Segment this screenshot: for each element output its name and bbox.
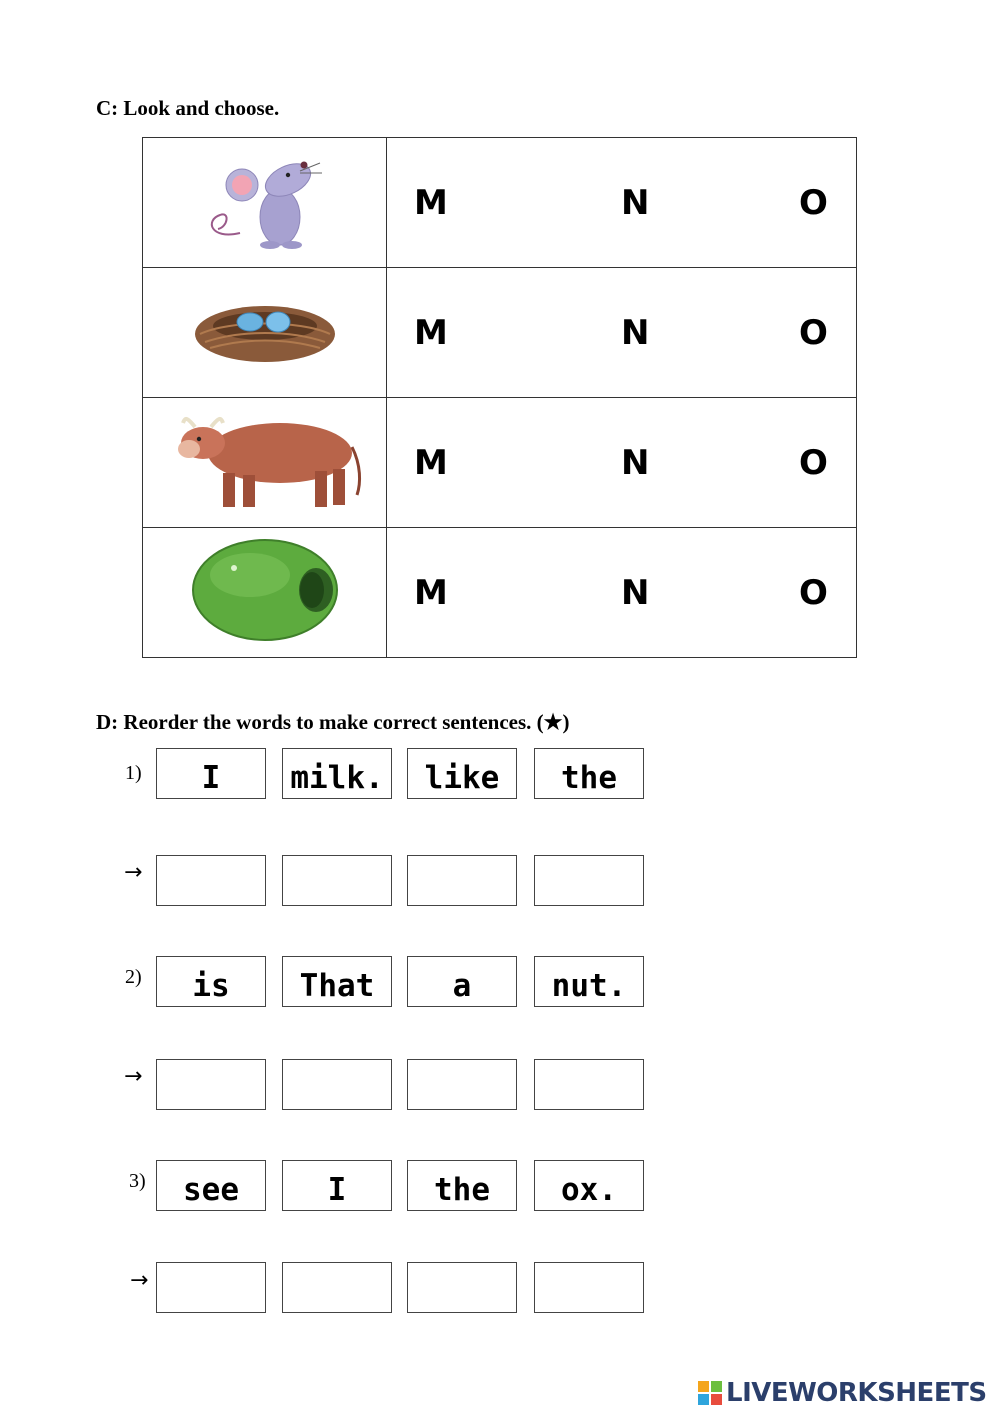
word-card[interactable]: the bbox=[407, 1160, 517, 1211]
item-number: 3) bbox=[129, 1170, 146, 1192]
choose-table bbox=[142, 137, 857, 658]
word-card[interactable]: see bbox=[156, 1160, 266, 1211]
item-number: 2) bbox=[125, 966, 142, 988]
choices-cell bbox=[387, 398, 857, 528]
choices-cell bbox=[387, 138, 857, 268]
choice-o[interactable]: O bbox=[799, 312, 828, 353]
choice-n[interactable]: N bbox=[621, 572, 650, 613]
brand-logo bbox=[698, 1378, 987, 1408]
answer-box[interactable] bbox=[407, 855, 517, 906]
answer-box[interactable] bbox=[407, 1059, 517, 1110]
arrow-icon: → bbox=[124, 1064, 143, 1089]
word-card[interactable]: the bbox=[534, 748, 644, 799]
choice-n[interactable]: N bbox=[621, 442, 650, 483]
table-row bbox=[143, 268, 857, 398]
word-card[interactable]: ox. bbox=[534, 1160, 644, 1211]
ox-icon bbox=[165, 405, 365, 515]
word-card[interactable]: I bbox=[282, 1160, 392, 1211]
word-card[interactable]: nut. bbox=[534, 956, 644, 1007]
word-card[interactable]: I bbox=[156, 748, 266, 799]
answer-box[interactable] bbox=[282, 1262, 392, 1313]
answer-box[interactable] bbox=[534, 855, 644, 906]
table-row bbox=[143, 528, 857, 658]
choice-m[interactable]: M bbox=[414, 572, 448, 613]
choice-n[interactable]: N bbox=[621, 312, 650, 353]
answer-box[interactable] bbox=[282, 1059, 392, 1110]
liveworksheets-logo-icon bbox=[698, 1381, 722, 1405]
choice-m[interactable]: M bbox=[414, 312, 448, 353]
choice-o[interactable]: O bbox=[799, 572, 828, 613]
arrow-icon: → bbox=[124, 860, 143, 885]
choice-m[interactable]: M bbox=[414, 442, 448, 483]
choice-o[interactable]: O bbox=[799, 442, 828, 483]
word-card[interactable]: is bbox=[156, 956, 266, 1007]
choice-m[interactable]: M bbox=[414, 182, 448, 223]
choices-cell bbox=[387, 528, 857, 658]
brand-name: LIVEWORKSHEETS bbox=[726, 1378, 987, 1408]
answer-box[interactable] bbox=[282, 855, 392, 906]
answer-box[interactable] bbox=[156, 855, 266, 906]
word-card[interactable]: a bbox=[407, 956, 517, 1007]
answer-box[interactable] bbox=[407, 1262, 517, 1313]
choice-n[interactable]: N bbox=[621, 182, 650, 223]
answer-box[interactable] bbox=[156, 1059, 266, 1110]
word-card[interactable]: like bbox=[407, 748, 517, 799]
section-d-title: D: Reorder the words to make correct sentences. (★) bbox=[96, 710, 570, 734]
picture-cell bbox=[143, 138, 387, 268]
answer-box[interactable] bbox=[534, 1059, 644, 1110]
answer-box[interactable] bbox=[534, 1262, 644, 1313]
nest-icon bbox=[190, 290, 340, 370]
mouse-icon bbox=[200, 145, 330, 255]
word-card[interactable]: milk. bbox=[282, 748, 392, 799]
choice-o[interactable]: O bbox=[799, 182, 828, 223]
picture-cell bbox=[143, 398, 387, 528]
picture-cell bbox=[143, 528, 387, 658]
section-c-title: C: Look and choose. bbox=[96, 96, 280, 120]
choices-cell bbox=[387, 268, 857, 398]
answer-box[interactable] bbox=[156, 1262, 266, 1313]
word-card[interactable]: That bbox=[282, 956, 392, 1007]
olive-icon bbox=[190, 535, 340, 645]
item-number: 1) bbox=[125, 762, 142, 784]
table-row bbox=[143, 398, 857, 528]
arrow-icon: → bbox=[130, 1268, 149, 1293]
table-row bbox=[143, 138, 857, 268]
picture-cell bbox=[143, 268, 387, 398]
